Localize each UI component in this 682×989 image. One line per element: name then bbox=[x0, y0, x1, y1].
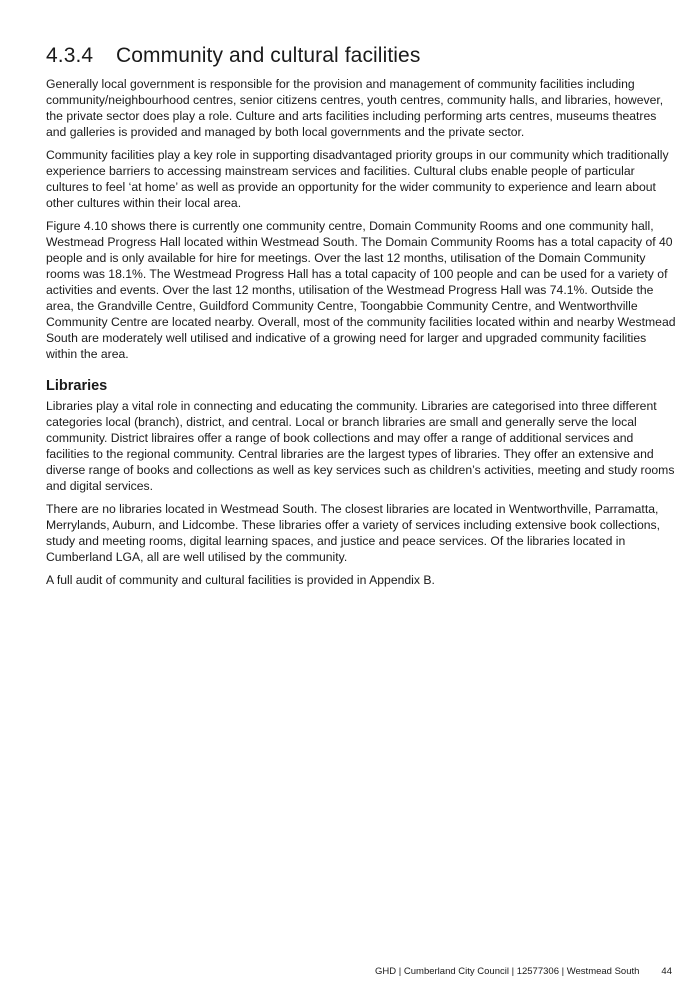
paragraph-figure-reference: Figure 4.10 shows there is currently one community centre, Domain Community Rooms and one community hall, Westmead Progress Hall located within Westmead South. The Domain Community Rooms has a total capacity of 40 people and is only available for hire for meetings. Over the last 12 months, utilisation of the Domain Community rooms was 18.1%. The Westmead Progress Hall has a total capacity of 100 people and can be used for a variety of activities and events. Over the last 12 months, utilisation of the Westmead Progress Hall was 74.1%. Outside the area, the Grandville Centre, Guildford Community Centre, Toongabbie Community Centre, and Wentworthville Community Centre are located nearby. Overall, most of the community facilities located within and nearby Westmead South are moderately well utilised and indicative of a growing need for larger and upgraded community facilities within the area. bbox=[46, 219, 676, 361]
section-heading bbox=[46, 44, 678, 68]
page-footer bbox=[0, 966, 672, 977]
paragraph-role: Community facilities play a key role in supporting disadvantaged priority groups in our community which traditionally experience barriers to accessing mainstream services and facilities. Cultural clubs enable people of particular cultures to feel ‘at home’ as well as provide an opportunity for the wider community to experience and learn about other cultures within their local area. bbox=[46, 148, 669, 210]
document-page bbox=[46, 44, 678, 595]
section-title: Community and cultural facilities bbox=[116, 44, 421, 67]
section-number: 4.3.4 bbox=[46, 44, 94, 67]
paragraph-libraries-location: There are no libraries located in Westmead South. The closest libraries are located in Wentworthville, Parramatta, Merrylands, Auburn, and Lidcombe. These libraries offer a variety of services including extensive book collections, study and meeting rooms, digital learning spaces, and justice and peace services. Of the libraries located in Cumberland LGA, all are well utilised by the community. bbox=[46, 502, 660, 564]
page-number: 44 bbox=[661, 966, 672, 977]
paragraph-intro: Generally local government is responsible for the provision and management of community facilities including community/neighbourhood centres, senior citizens centres, youth centres, community halls, and libraries, however, the private sector does play a role. Culture and arts facilities including performing arts centres, museums theatres and galleries is provided and managed by both local governments and the private sector. bbox=[46, 77, 664, 139]
footer-text: GHD | Cumberland City Council | 12577306 | Westmead South bbox=[375, 966, 640, 977]
libraries-heading: Libraries bbox=[46, 378, 108, 394]
paragraph-appendix-reference: A full audit of community and cultural facilities is provided in Appendix B. bbox=[46, 573, 435, 587]
paragraph-libraries-role: Libraries play a vital role in connecting and educating the community. Libraries are categorised into three different categories local (branch), district, and central. Local or branch libraries are small and generally serve the local community. District libraires offer a range of book collections and may offer a range of additional services and facilities to the regional community. Central libraries are the largest types of libraries. They offer an extensive and diverse range of books and collections as well as key services such as children’s activities, meeting and study rooms and digital services. bbox=[46, 399, 675, 493]
